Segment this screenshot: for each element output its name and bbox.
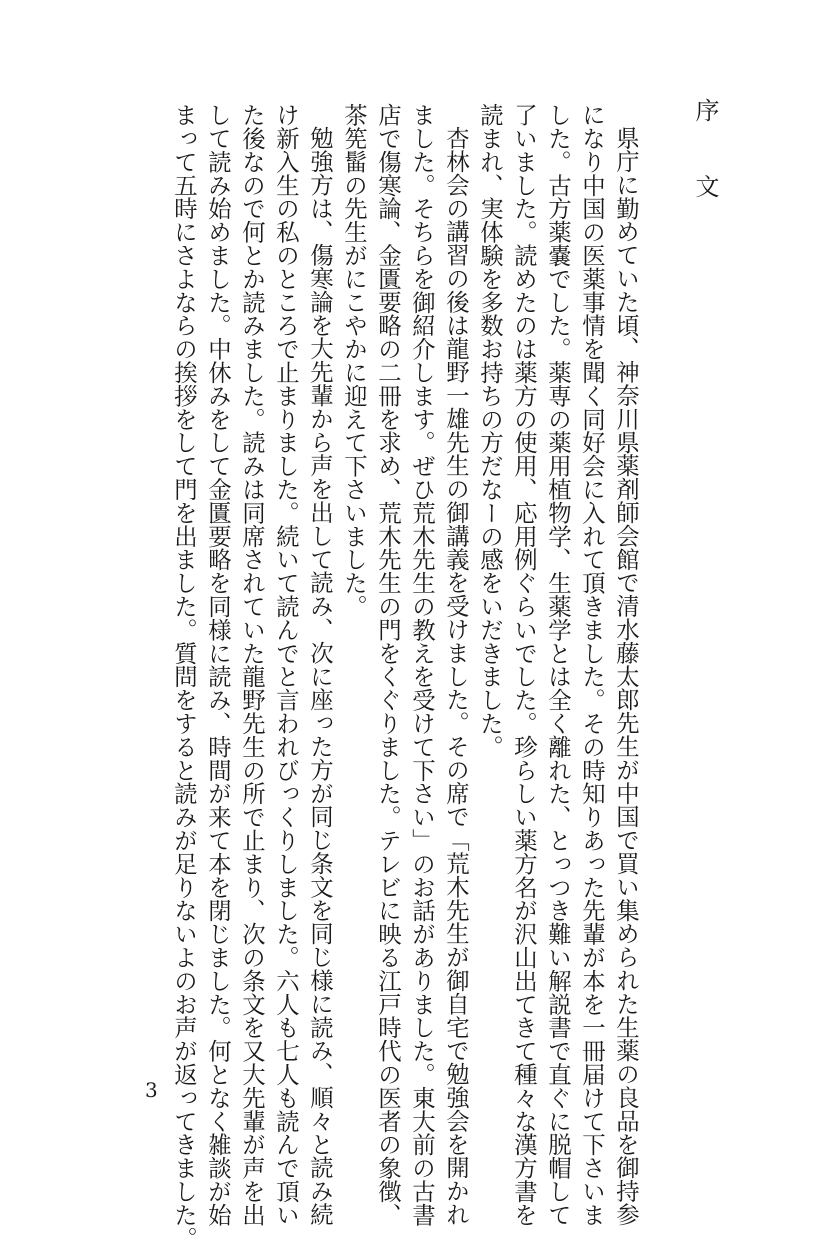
text-line: して読み始めました。中休みをして金匱要略を同様に読み、時間が来て本を閉じました。何となく雑談が始 [204, 103, 232, 1227]
text-line: 店で傷寒論、金匱要略の二冊を求め、荒木先生の門をくぐりました。テレビに映る江戸時代の医者の象徴、 [374, 103, 402, 1227]
text-line: 杏林会の講習の後は龍野一雄先生の御講義を受けました。その席で「荒木先生が御自宅で勉強会を開かれ [442, 126, 470, 1227]
text-line: 了いました。読めたのは薬方の使用、応用例ぐらいでした。珍らしい薬方名が沢山出てきて種々な漢方書を [510, 103, 538, 1227]
text-line: 勉強方は、傷寒論を大先輩から声を出して読み、次に座った方が同じ条文を同じ様に読み、順々と読み続 [306, 126, 334, 1227]
text-line: になり中国の医薬事情を聞く同好会に入れて頂きました。その時知りあった先輩が本を一冊届けて下さいま [578, 103, 606, 1227]
page-title: 序 文 [691, 98, 719, 212]
text-line: ました。そちらを御紹介します。ぜひ荒木先生の教えを受けて下さい」のお話がありました。東大前の古書 [408, 103, 436, 1227]
text-line: た後なので何とか読みました。読みは同席されていた龍野先生の所で止まり、次の条文を又大先輩が声を出 [238, 103, 266, 1227]
text-line: 茶筅髷の先生がにこやかに迎えて下さいました。 [340, 103, 368, 618]
body-text [167, 103, 643, 1250]
text-line: した。古方薬嚢でした。薬専の薬用植物学、生薬学とは全く離れた、とっつき難い解説書で直ぐに脱帽して [544, 103, 572, 1227]
text-line: 県庁に勤めていた頃、神奈川県薬剤師会館で清水藤太郎先生が中国で買い集められた生薬の良品を御持参 [612, 126, 640, 1227]
page-number: 3 [145, 1078, 158, 1102]
text-line: け新入生の私のところで止まりました。続いて読んでと言われびっくりしました。六人も七人も読んで頂い [272, 103, 300, 1227]
text-line: まって五時にさよならの挨拶をして門を出ました。質問をすると読みが足りないよのお声が返ってきました。 [170, 103, 198, 1250]
text-line: 読まれ、実体験を多数お持ちの方だなーの感をいだきました。 [476, 103, 504, 759]
